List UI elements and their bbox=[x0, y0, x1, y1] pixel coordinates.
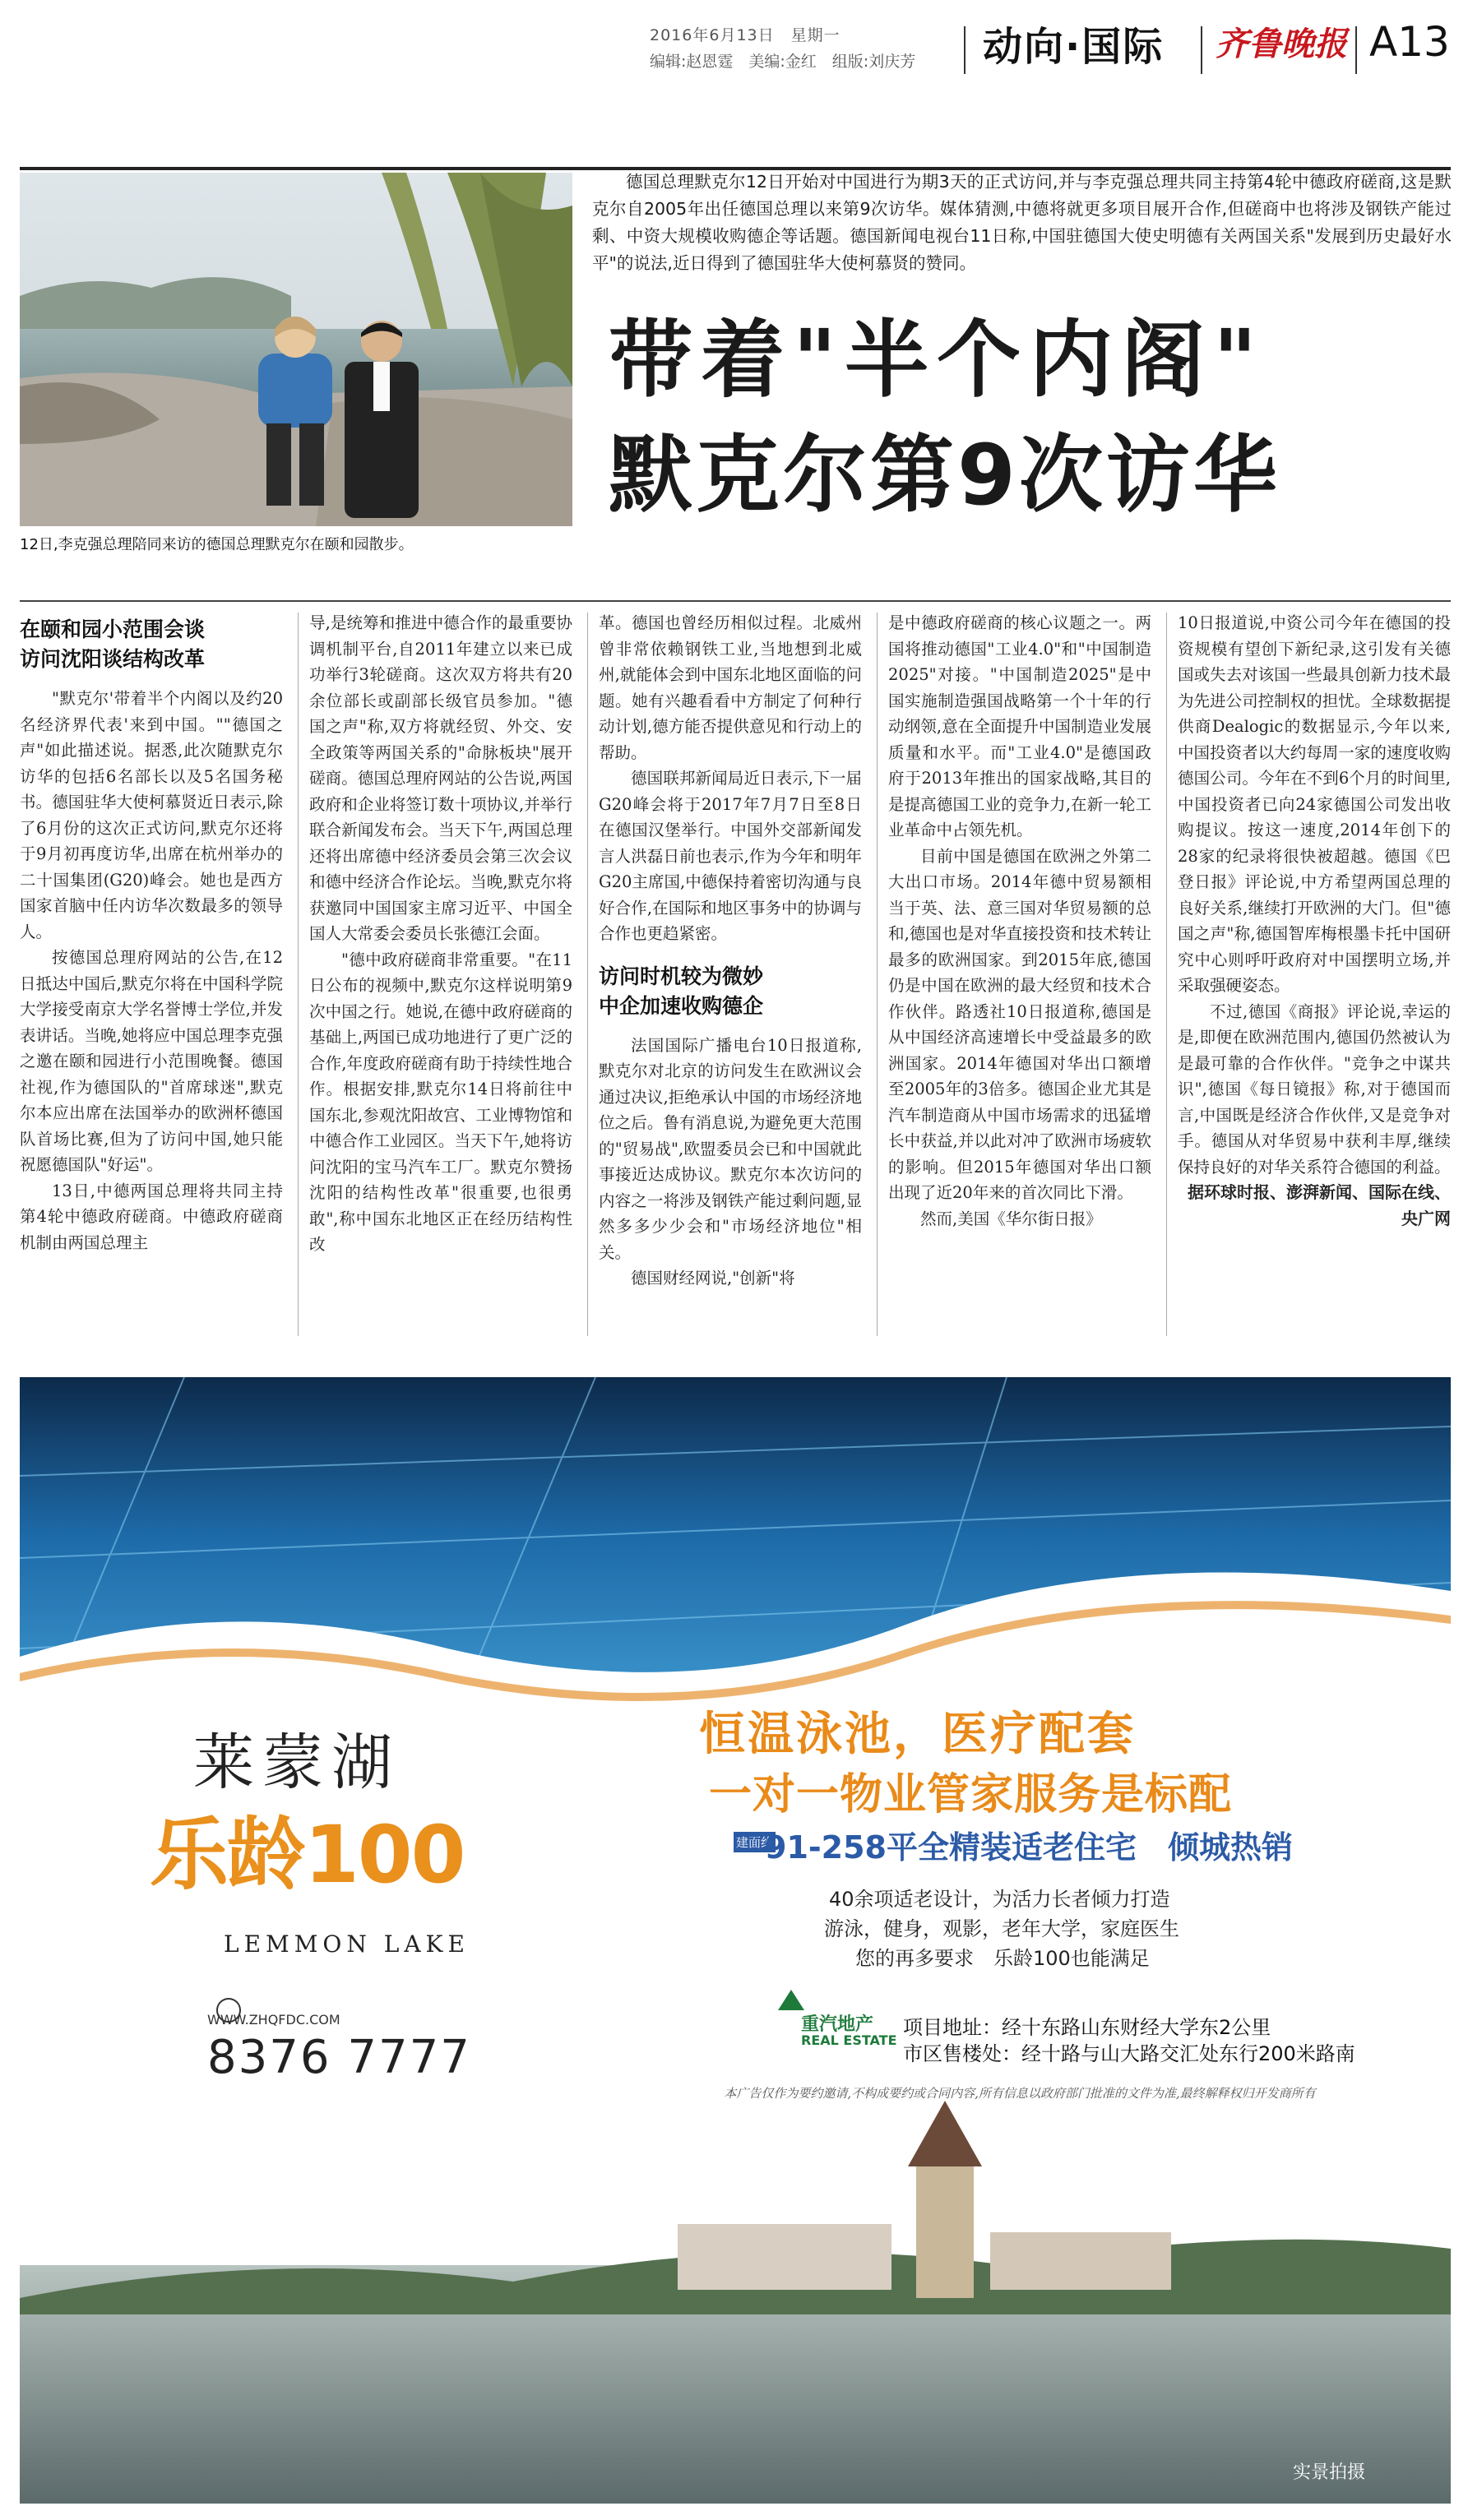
paragraph: 目前中国是德国在欧洲之外第二大出口市场。2014年德中贸易额相当于英、法、意三国对华贸易额的总和,德国也是对华直接投资和技术转让最多的欧洲国家。到2015年底,德国仍是中国在欧洲的最大经贸和技术合作伙伴。路透社10日报道称,德国是从中国经济高速增长中受益最多的欧洲国家。2014年德国对华出口额增至2005年的3倍多。德国企业尤其是汽车制造商从中国市场需求的迅猛增长中获益,并以此对冲了欧洲市场疲软的影响。但2015年德国对华出口额出现了近20年来的首次同比下滑。 bbox=[888, 846, 1151, 1202]
section-name: 动向·国际 bbox=[983, 24, 1165, 70]
article-sources: 据环球时报、澎湃新闻、国际在线、央广网 bbox=[1188, 1182, 1451, 1228]
photo-caption: 12日,李克强总理陪同来访的德国总理默克尔在颐和园散步。 bbox=[20, 536, 414, 553]
ad-feature-line: 游泳，健身，观影，老年大学，家庭医生 bbox=[824, 1917, 1179, 1940]
ad-brand-name: 莱蒙湖 bbox=[193, 1727, 401, 1798]
ad-project-address: 项目地址：经十东路山东财经大学东2公里 bbox=[903, 2016, 1271, 2039]
paragraph: 德国联邦新闻局近日表示,下一届G20峰会将于2017年7月7日至8日在德国汉堡举行。中国外交部新闻发言人洪磊日前也表示,作为今年和明年G20主席国,中德保持着密切沟通与良好合作,在国际和地区事务中的协调与合作也更趋紧密。 bbox=[599, 769, 862, 943]
ad-disclaimer: 本广告仅作为要约邀请,不构成要约或合同内容,所有信息以政府部门批准的文件为准,最终解释权归开发商所有 bbox=[724, 2086, 1316, 2101]
article-column-2 bbox=[309, 610, 572, 1258]
ad-phone-number: 8376 7777 bbox=[207, 2031, 471, 2084]
subheading: 在颐和园小范围会谈 访问沈阳谈结构改革 bbox=[20, 617, 206, 671]
paragraph: 13日,中德两国总理将共同主持第4轮中德政府磋商。中德政府磋商机制由两国总理主 bbox=[20, 1181, 283, 1252]
ad-feature-line: 40余项适老设计，为活力长者倾力打造 bbox=[829, 1888, 1170, 1911]
ad-area-tag: 建面约 bbox=[734, 1832, 776, 1852]
park-scene-image bbox=[20, 173, 572, 526]
ad-area-text: 91-258平全精装适老住宅 倾城热销 bbox=[765, 1829, 1293, 1866]
ad-sales-office: 市区售楼处：经十路与山大路交汇处东行200米路南 bbox=[903, 2042, 1355, 2065]
ad-brand-english: LEMMON LAKE bbox=[224, 1930, 470, 1958]
paragraph: 10日报道说,中资公司今年在德国的投资规模有望创下新纪录,这引发有关德国或失去对该国一些最具创新力技术最为先进公司控制权的担忧。全球数据提供商Dealogic的数据显示,今年以来,中国投资者以大约每周一家的速度收购德国公司。今年在不到6个月的时间里,中国投资者已向24家德国公司发出收购提议。按这一速度,2014年创下的28家的纪录将很快被超越。德国《巴登日报》评论说,中方希望两国总理的良好关系,继续打开欧洲的大门。但"德国之声"称,德国智库梅根墨卡托中国研究中心则呼吁政府对中国摆明立场,并采取强硬姿态。 bbox=[1178, 613, 1451, 995]
article-column-3 bbox=[599, 610, 862, 1292]
paragraph: 德国财经网说,"创新"将 bbox=[631, 1269, 795, 1288]
ad-feature-line: 您的再多要求 乐龄100也能满足 bbox=[855, 1947, 1150, 1970]
ad-headline-1: 恒温泳池，医疗配套 bbox=[699, 1707, 1136, 1761]
ad-headline-2: 一对一物业管家服务是标配 bbox=[709, 1769, 1233, 1819]
paragraph: 不过,德国《商报》评论说,幸运的是,即便在欧洲范围内,德国仍然被认为是最可靠的合作伙伴。"竞争之中谋共识",德国《每日镜报》称,对于德国而言,中国既是经济合作伙伴,又是竞争对手。德国从对华贸易中获利丰厚,继续保持良好的对华关系符合德国的利益。 bbox=[1178, 1001, 1451, 1177]
paragraph: "德中政府磋商非常重要。"在11日公布的视频中,默克尔这样说明第9次中国之行。她说,在德中政府磋商的基础上,两国已成功地进行了更广泛的合作,年度政府磋商有助于持续性地合作。根据安排,默克尔14日将前往中国东北,参观沈阳故宫、工业博物馆和中德合作工业园区。当天下午,她将访问沈阳的宝马汽车工厂。默克尔赞扬沈阳的结构性改革"很重要,也很勇敢",称中国东北地区正在经历结构性改 bbox=[309, 950, 572, 1254]
header-divider bbox=[1201, 26, 1202, 74]
paragraph: 然而,美国《华尔街日报》 bbox=[920, 1209, 1102, 1228]
column-divider bbox=[587, 613, 588, 1336]
section-rule bbox=[20, 600, 1451, 602]
paragraph: 是中德政府磋商的核心议题之一。两国将推动德国"工业4.0"和"中国制造2025"对接。"中国制造2025"是中国实施制造强国战略第一个十年的行动纲领,意在全面提升中国制造业发展质量和水平。而"工业4.0"是德国政府于2013年推出的国家战略,其目的是提高德国工业的竞争力,在新一轮工业革命中占领先机。 bbox=[888, 613, 1151, 839]
paragraph: 按德国总理府网站的公告,在12日抵达中国后,默克尔将在中国科学院大学接受南京大学名誉博士学位,并发表讲话。当晚,她将应中国总理李克强之邀在颐和园进行小范围晚餐。德国社视,作为德国队的"首席球迷",默克尔本应出席在法国举办的欧洲杯德国队首场比赛,但为了访问中国,她只能祝愿德国队"好运"。 bbox=[20, 948, 283, 1174]
header-divider bbox=[964, 26, 966, 74]
column-divider bbox=[298, 613, 299, 1336]
subheading: 访问时机较为微妙 中企加速收购德企 bbox=[599, 964, 764, 1018]
news-photo bbox=[20, 173, 572, 526]
ad-photo-note: 实景拍摄 bbox=[1293, 2462, 1366, 2483]
developer-logo: 重汽地产 bbox=[801, 2014, 874, 2035]
page-number: A13 bbox=[1369, 18, 1450, 66]
header-divider bbox=[1355, 26, 1357, 74]
paragraph: 革。德国也曾经历相似过程。北威州曾非常依赖钢铁工业,当地想到北威州,就能体会到中国东北地区面临的问题。她有兴趣看看中方制定了何种行动计划,德方能否提供意见和行动上的帮助。 bbox=[599, 613, 862, 762]
paragraph: 法国国际广播电台10日报道称,默克尔对北京的访问发生在欧洲议会通过决议,拒绝承认中国的市场经济地位之后。鲁有消息说,为避免更大范围的"贸易战",欧盟委员会已和中国就此事接近达成协议。默克尔本次访问的内容之一将涉及钢铁产能过剩问题,显然多多少少会和"市场经济地位"相关。 bbox=[599, 1035, 862, 1262]
article-lead: 德国总理默克尔12日开始对中国进行为期3天的正式访问,并与李克强总理共同主持第4轮中德政府磋商,这是默克尔自2005年出任德国总理以来第9次访华。媒体猜测,中德将就更多项目展开合作,但磋商中也将涉及钢铁产能过剩、中资大规模收购德企等话题。德国新闻电视台11日称,中国驻德国大使史明德有关两国关系"发展到历史最好水平"的说法,近日得到了德国驻华大使柯慕贤的赞同。 bbox=[592, 172, 1452, 273]
article-column-1 bbox=[20, 610, 283, 1255]
ad-website: WWW.ZHQFDC.COM bbox=[207, 2012, 340, 2028]
newspaper-logo: 齐鲁晚报 bbox=[1216, 25, 1347, 63]
column-divider bbox=[1166, 613, 1167, 1336]
issue-date: 2016年6月13日 星期一 bbox=[650, 26, 841, 44]
article-column-5 bbox=[1178, 610, 1451, 1232]
headline-line-2: 默克尔第9次访华 bbox=[609, 427, 1280, 525]
paragraph: 导,是统筹和推进中德合作的最重要协调机制平台,自2011年建立以来已成功举行3轮磋商。这次双方将共有20余位部长或副部长级官员参加。"德国之声"称,双方将就经贸、外交、安全政策等两国关系的"命脉板块"展开磋商。德国总理府网站的公告说,两国政府和企业将签订数十项协议,并举行联合新闻发布会。当天下午,两国总理还将出席德中经济委员会第三次会议和德中经济合作论坛。当晚,默克尔将获邀同中国国家主席习近平、中国全国人大常委会委员长张德江会面。 bbox=[309, 613, 572, 943]
developer-logo-en: REAL ESTATE bbox=[801, 2032, 897, 2048]
editor-credits: 编辑:赵恩霆 美编:金红 组版:刘庆芳 bbox=[650, 53, 916, 71]
paragraph: "默克尔'带着半个内阁以及约20名经济界代表'来到中国。""德国之声"如此描述说。据悉,此次随默克尔访华的包括6名部长以及5名国务秘书。德国驻华大使柯慕贤近日表示,除了6月份的这次正式访问,默克尔还将于9月初再度访华,出席在杭州举办的二十国集团(G20)峰会。她也是西方国家首脑中任内访华次数最多的领导人。 bbox=[20, 689, 283, 941]
page-header bbox=[0, 0, 1468, 90]
ad-brand-product: 乐龄100 bbox=[150, 1809, 465, 1901]
column-divider bbox=[877, 613, 878, 1336]
headline-line-1: 带着"半个内阁" bbox=[609, 312, 1266, 409]
article-column-4 bbox=[888, 610, 1151, 1232]
